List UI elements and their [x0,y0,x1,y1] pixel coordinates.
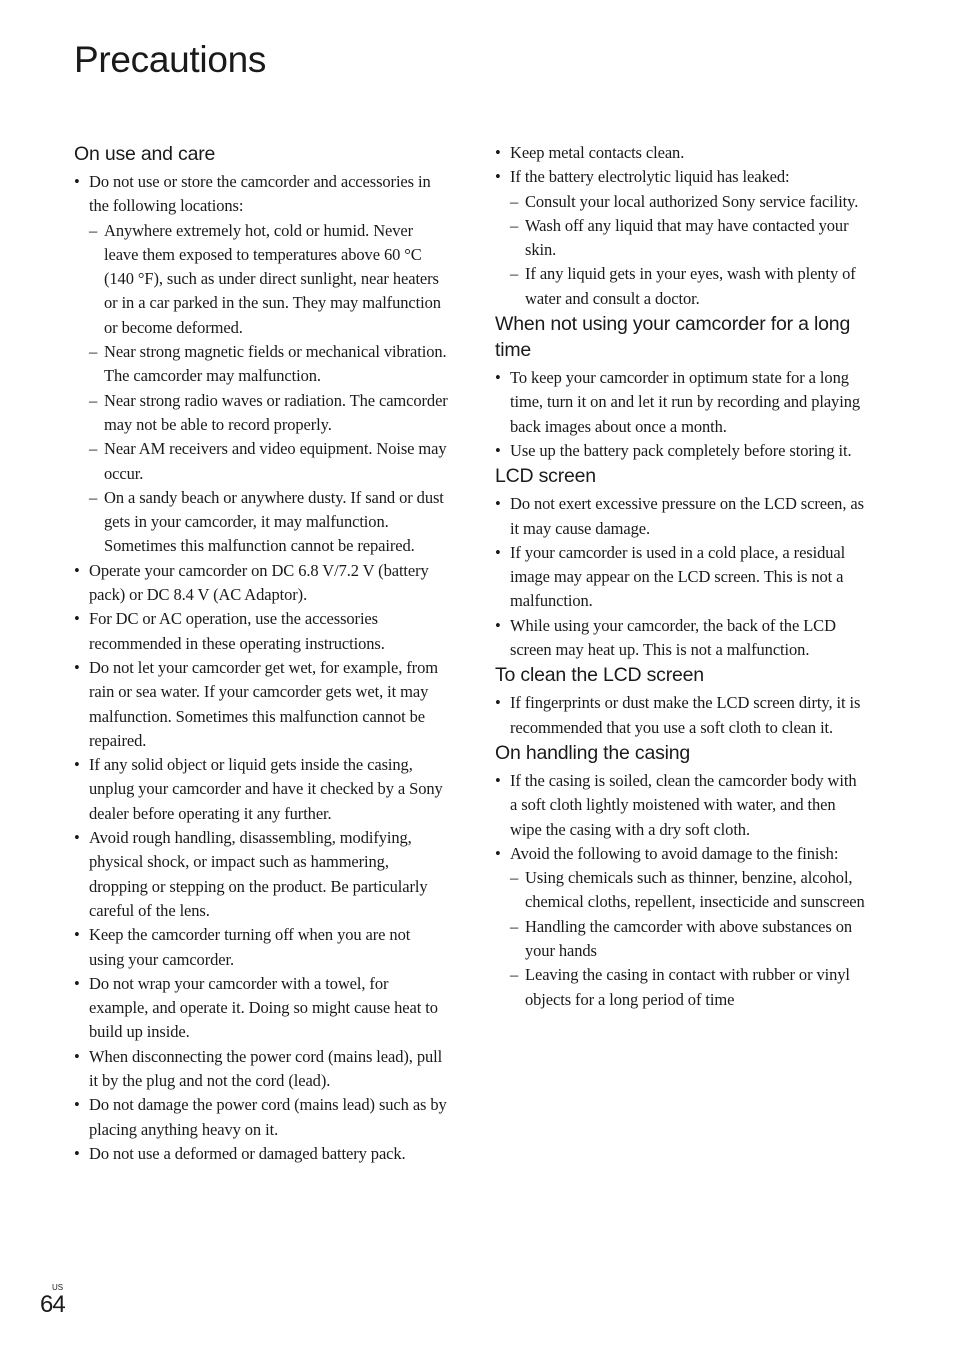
page-title: Precautions [74,39,267,80]
sub-list-item: – Consult your local authorized Sony service facility. [510,190,867,214]
section-heading-clean-lcd: To clean the LCD screen [495,664,704,687]
sub-list-item: – On a sandy beach or anywhere dusty. If sand or dust gets in your camcorder, it may malfunction. Sometimes this malfunction cannot be repaired. [89,486,449,559]
list-item: • While using your camcorder, the back of the LCD screen may heat up. This is not a malfunction. [495,614,867,663]
sub-list-item: – Near strong radio waves or radiation. The camcorder may not be able to record properly. [89,389,449,438]
list-item [495,165,867,311]
handling-casing-list [495,769,867,1012]
list-item: • Avoid rough handling, disassembling, modifying, physical shock, or impact such as hammering, dropping or stepping on the product. Be particularly careful of the lens. [74,826,449,923]
sub-list-item: – If any liquid gets in your eyes, wash with plenty of water and consult a doctor. [510,262,867,311]
list-item: • Operate your camcorder on DC 6.8 V/7.2 V (battery pack) or DC 8.4 V (AC Adaptor). [74,559,449,608]
sub-list-item: – Leaving the casing in contact with rubber or vinyl objects for a long period of time [510,963,867,1012]
list-item: • If fingerprints or dust make the LCD screen dirty, it is recommended that you use a soft cloth to clean it. [495,691,867,740]
lcd-screen-list [495,492,867,662]
use-and-care-list-continued [495,141,867,311]
section-heading-handling-casing: On handling the casing [495,741,691,764]
sub-list-item: – Wash off any liquid that may have contacted your skin. [510,214,867,263]
left-column [74,141,449,1166]
section-heading-lcd-screen: LCD screen [495,465,596,488]
list-item: • Keep the camcorder turning off when you are not using your camcorder. [74,923,449,972]
page-number: 64 [40,1291,65,1318]
list-item: • Do not exert excessive pressure on the LCD screen, as it may cause damage. [495,492,867,541]
list-item-text: Do not use or store the camcorder and accessories in the following locations: [89,172,431,216]
list-item: • Do not use a deformed or damaged battery pack. [74,1142,449,1166]
list-item [495,842,867,1012]
list-item: • Do not damage the power cord (mains lead) such as by placing anything heavy on it. [74,1093,449,1142]
list-item: • Use up the battery pack completely before storing it. [495,439,867,463]
sub-list-item: – Near AM receivers and video equipment. Noise may occur. [89,437,449,486]
list-item: • If any solid object or liquid gets inside the casing, unplug your camcorder and have it checked by a Sony dealer before operating it any further. [74,753,449,826]
list-item: • For DC or AC operation, use the accessories recommended in these operating instructions. [74,607,449,656]
list-item: • Do not let your camcorder get wet, for example, from rain or sea water. If your camcorder gets wet, it may malfunction. Sometimes this malfunction cannot be repaired. [74,656,449,753]
sub-list-item: – Handling the camcorder with above substances on your hands [510,915,867,964]
right-column [495,141,867,1012]
sub-list-item: – Anywhere extremely hot, cold or humid. Never leave them exposed to temperatures above 60 °C (140 °F), such as under direct sunlight, near heaters or in a car parked in the sun. They may malfunction or become deformed. [89,219,449,340]
list-item: • Keep metal contacts clean. [495,141,867,165]
list-item: • If your camcorder is used in a cold place, a residual image may appear on the LCD screen. This is not a malfunction. [495,541,867,614]
section-heading-use-and-care: On use and care [74,143,216,165]
use-and-care-list [74,170,449,1166]
list-item: • When disconnecting the power cord (mains lead), pull it by the plug and not the cord (lead). [74,1045,449,1094]
section-heading-long-time: When not using your camcorder for a long time [495,313,851,362]
page-footer [40,1283,65,1318]
sub-list [510,866,867,1012]
list-item-text: Avoid the following to avoid damage to the finish: [510,843,839,863]
list-item: • Do not wrap your camcorder with a towel, for example, and operate it. Doing so might cause heat to build up inside. [74,972,449,1045]
list-item: • To keep your camcorder in optimum state for a long time, turn it on and let it run by recording and playing back images about once a month. [495,366,867,439]
list-item: • If the casing is soiled, clean the camcorder body with a soft cloth lightly moistened with water, and then wipe the casing with a dry soft cloth. [495,769,867,842]
list-item-text: If the battery electrolytic liquid has leaked: [510,167,790,187]
sub-list [510,190,867,311]
sub-list [89,219,449,559]
sub-list-item: – Using chemicals such as thinner, benzine, alcohol, chemical cloths, repellent, insecticide and sunscreen [510,866,867,915]
clean-lcd-list [495,691,867,740]
long-time-list [495,366,867,463]
list-item [74,170,449,559]
region-label: US [52,1283,64,1292]
sub-list-item: – Near strong magnetic fields or mechanical vibration. The camcorder may malfunction. [89,340,449,389]
